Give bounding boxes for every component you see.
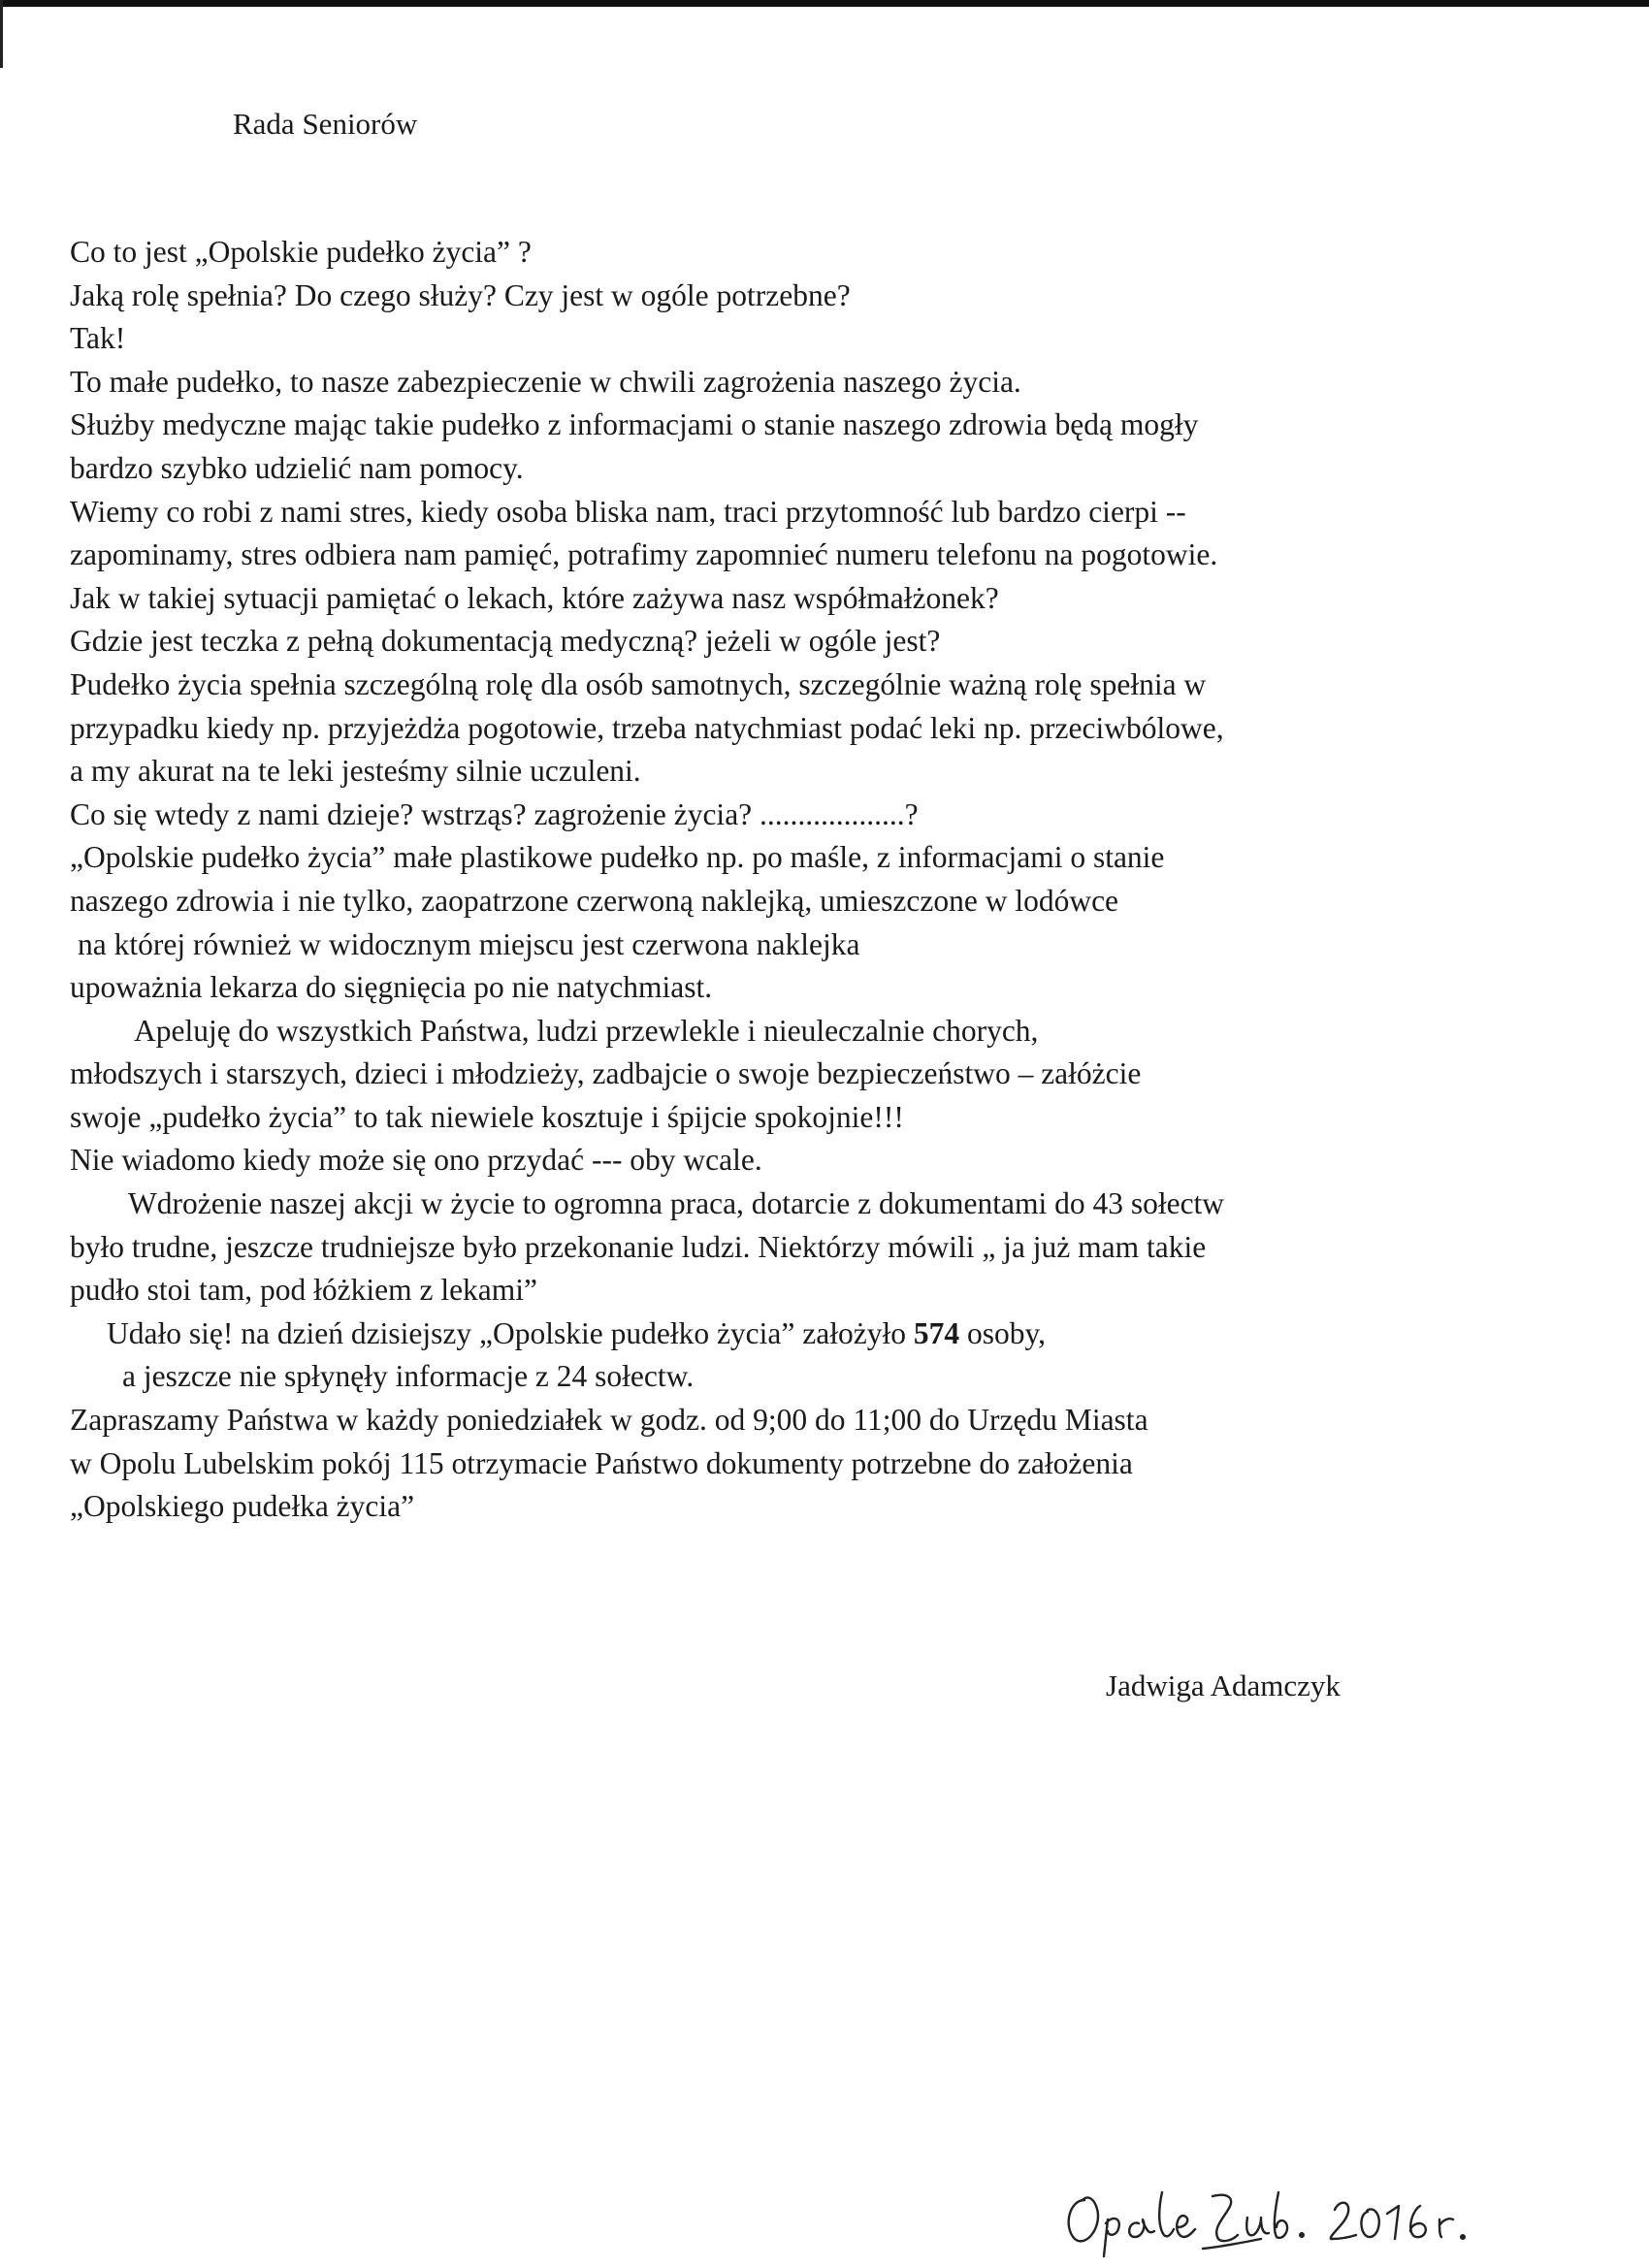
body-line: „Opolskiego pudełka życia”	[70, 1489, 415, 1524]
body-line: Pudełko życia spełnia szczególną rolę dla osób samotnych, szczególnie ważną rolę spełnia w	[70, 666, 1207, 701]
body-line: Służby medyczne mając takie pudełko z informacjami o stanie naszego zdrowia będą mogły	[70, 407, 1199, 442]
body-line: Tak!	[70, 321, 126, 356]
body-line: Co się wtedy z nami dzieje? wstrząs? zagrożenie życia? ...................?	[70, 796, 919, 831]
body-line: młodszych i starszych, dzieci i młodzieży, zadbajcie o swoje bezpieczeństwo – załóżcie	[70, 1056, 1142, 1091]
body-line: a jeszcze nie spłynęły informacje z 24 sołectw.	[122, 1359, 695, 1394]
body-line: Jaką rolę spełnia? Do czego służy? Czy jest w ogóle potrzebne?	[70, 277, 851, 312]
body-line: było trudne, jeszcze trudniejsze było przekonanie ludzi. Niektórzy mówili „ ja już mam takie	[70, 1229, 1207, 1264]
body-line	[70, 1312, 1583, 1356]
body-line: pudło stoi tam, pod łóżkiem z lekami”	[70, 1273, 538, 1308]
participants-count: 574	[913, 1315, 960, 1350]
body-line: Nie wiadomo kiedy może się ono przydać --- oby wcale.	[70, 1143, 762, 1178]
body-line: swoje „pudełko życia” to tak niewiele kosztuje i śpijcie spokojnie!!!	[70, 1099, 904, 1134]
body-line: To małe pudełko, to nasze zabezpieczenie w chwili zagrożenia naszego życia.	[70, 364, 1021, 399]
body-line: Wdrożenie naszej akcji w życie to ogromna praca, dotarcie z dokumentami do 43 sołectw	[128, 1186, 1225, 1221]
body-line: bardzo szybko udzielić nam pomocy.	[70, 450, 524, 485]
scan-left-edge	[0, 0, 3, 68]
body-text-run: osoby,	[959, 1315, 1047, 1350]
body-line: w Opolu Lubelskim pokój 115 otrzymacie Państwo dokumenty potrzebne do założenia	[70, 1445, 1133, 1480]
body-line: Gdzie jest teczka z pełną dokumentacją medyczną? jeżeli w ogóle jest?	[70, 624, 941, 659]
body-line: Apeluję do wszystkich Państwa, ludzi przewlekle i nieuleczalnie chorych,	[134, 1013, 1039, 1048]
handwritten-note	[1057, 2171, 1484, 2258]
body-line: Co to jest „Opolskie pudełko życia” ?	[70, 235, 532, 269]
body-text-run: Udało się! na dzień dzisiejszy „Opolskie pudełko życia” założyło	[107, 1315, 914, 1350]
body-line: przypadku kiedy np. przyjeżdża pogotowie, trzeba natychmiast podać leki np. przeciwbólowe,	[70, 710, 1224, 745]
signature-name: Jadwiga Adamczyk	[1106, 1669, 1341, 1702]
body-line: na której również w widocznym miejscu jest czerwona naklejka	[78, 926, 860, 961]
body-line: Zapraszamy Państwa w każdy poniedziałek w godz. od 9;00 do 11;00 do Urzędu Miasta	[70, 1403, 1148, 1438]
body-line: a my akurat na te leki jesteśmy silnie uczuleni.	[70, 754, 641, 789]
body-line: upoważnia lekarza do sięgnięcia po nie natychmiast.	[70, 970, 713, 1005]
letter-header: Rada Seniorów	[233, 107, 418, 141]
body-line: „Opolskie pudełko życia” małe plastikowe pudełko np. po maśle, z informacjami o stanie	[70, 840, 1165, 875]
scan-top-edge	[0, 0, 1649, 7]
body-line: zapominamy, stres odbiera nam pamięć, potrafimy zapomnieć numeru telefonu na pogotowie.	[70, 537, 1218, 572]
body-line: Wiemy co robi z nami stres, kiedy osoba bliska nam, traci przytomność lub bardzo cierpi --	[70, 494, 1186, 529]
body-line: Jak w takiej sytuacji pamiętać o lekach, które zażywa nasz współmałżonek?	[70, 580, 999, 615]
letter-body	[70, 231, 1583, 1529]
body-line: naszego zdrowia i nie tylko, zaopatrzone czerwoną naklejką, umieszczone w lodówce	[70, 883, 1119, 918]
